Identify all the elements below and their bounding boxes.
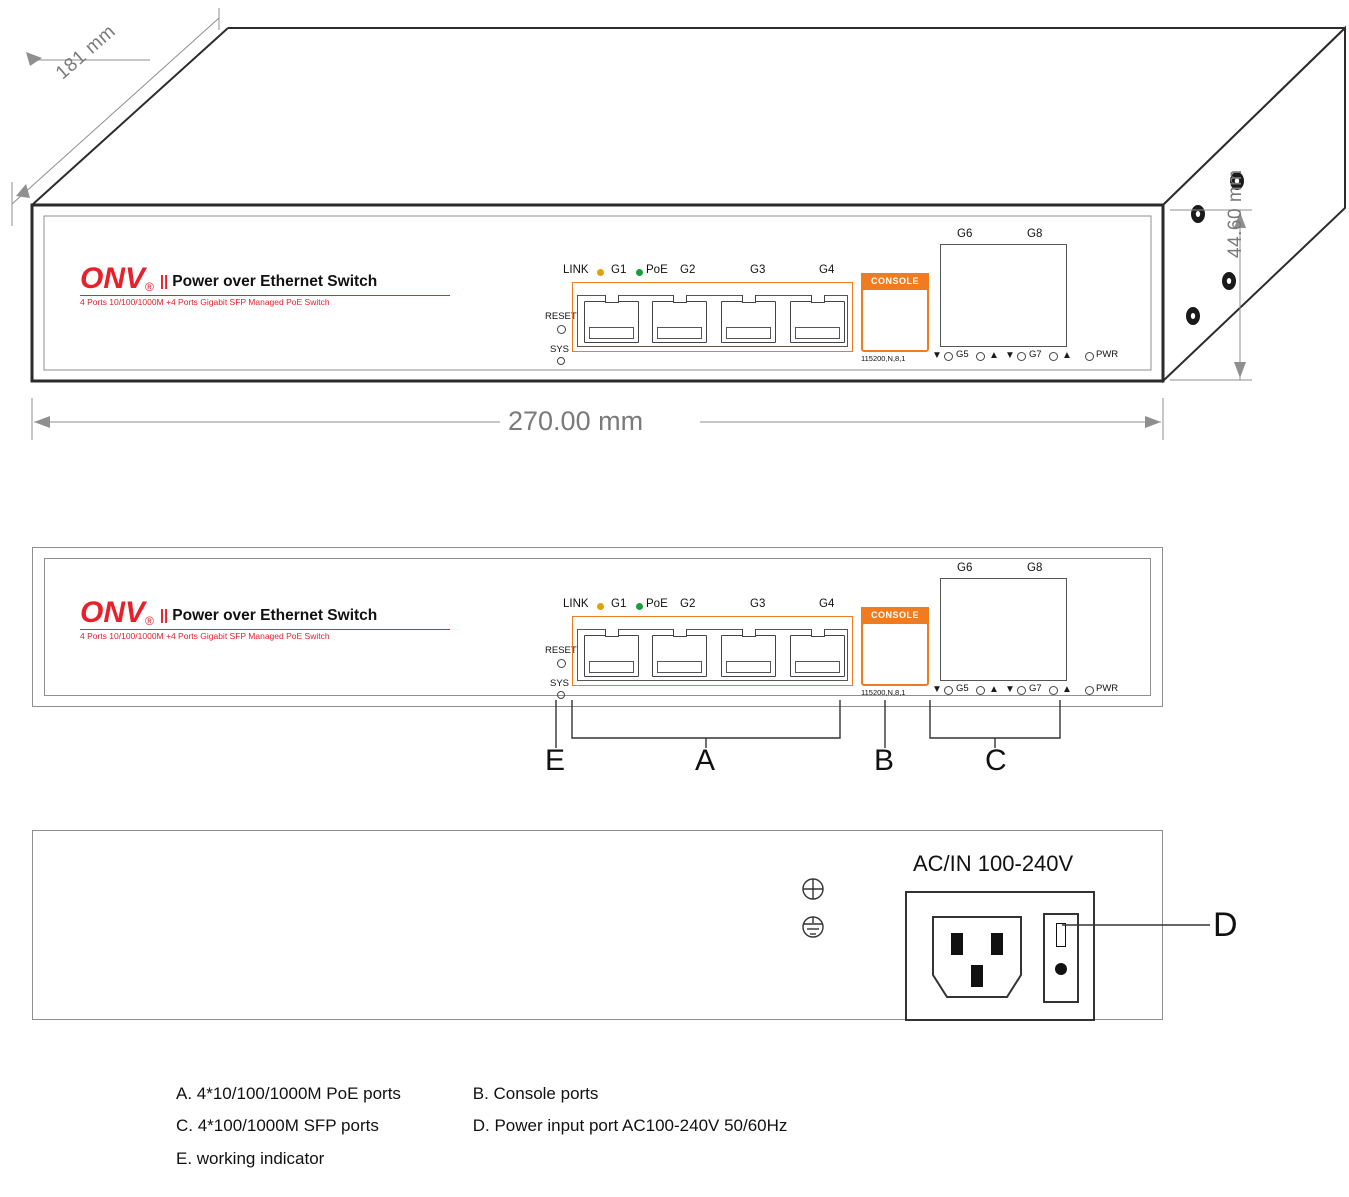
callout-leaders xyxy=(0,690,1349,800)
back-panel xyxy=(32,830,1163,1020)
callout-b: B xyxy=(874,744,895,777)
port-label-g3: G3 xyxy=(750,264,766,276)
port-label-g4-flat: G4 xyxy=(819,598,835,610)
rj45-port-g2[interactable] xyxy=(652,301,707,343)
rj45-port-g3[interactable] xyxy=(721,301,776,343)
rj45-port-group-flat xyxy=(572,616,853,686)
brand-registered-mark: ® xyxy=(145,280,154,294)
legend-row-3 xyxy=(176,1143,1176,1175)
pwr-led xyxy=(1085,352,1094,361)
port-label-g3-flat: G3 xyxy=(750,598,766,610)
rj45-port-g2-flat[interactable] xyxy=(652,635,707,677)
sfp-indicator-row: ▼ G5 ▲ ▼ G7 ▲ xyxy=(932,349,1072,361)
sfp-label-g8: G8 xyxy=(1027,228,1043,240)
console-params-label: 115200,N,8,1 xyxy=(861,354,906,363)
brand-name-flat: ONV xyxy=(80,596,146,629)
brand-name: ONV xyxy=(80,262,146,295)
console-params-label-flat: 115200,N,8,1 xyxy=(861,688,906,697)
sfp-label-g8-flat: G8 xyxy=(1027,562,1043,574)
sfp-label-g7: G7 xyxy=(1029,349,1042,360)
legend-item-a: A. 4*10/100/1000M PoE ports xyxy=(176,1084,401,1103)
legend-row-1 xyxy=(176,1078,1176,1110)
port-label-g2-flat: G2 xyxy=(680,598,696,610)
port-label-g2: G2 xyxy=(680,264,696,276)
width-dimension-label: 270.00 mm xyxy=(508,406,644,436)
callout-c: C xyxy=(985,744,1007,777)
poe-label: PoE xyxy=(646,264,668,276)
sys-label: SYS xyxy=(550,344,570,355)
front-panel-flat xyxy=(32,547,1163,707)
pwr-label-flat: PWR xyxy=(1096,683,1119,694)
legend-block xyxy=(176,1078,1176,1175)
sfp-label-g6: G6 xyxy=(957,228,973,240)
poe-led xyxy=(636,269,643,276)
rj45-port-g1-flat[interactable] xyxy=(584,635,639,677)
sys-led xyxy=(557,357,565,365)
sfp-label-g5: G5 xyxy=(956,349,969,360)
sfp-port-group[interactable] xyxy=(940,244,1067,347)
sfp-port-group-flat[interactable] xyxy=(940,578,1067,681)
legend-item-b: B. Console ports xyxy=(472,1084,599,1103)
link-label: LINK xyxy=(563,264,589,276)
product-title-flat: Power over Ethernet Switch xyxy=(172,607,378,624)
rj45-port-g3-flat[interactable] xyxy=(721,635,776,677)
sfp-label-g7-flat: G7 xyxy=(1029,683,1042,694)
legend-item-e: E. working indicator xyxy=(176,1148,325,1168)
port-label-g1-flat: G1 xyxy=(611,598,627,610)
callout-e: E xyxy=(545,744,566,777)
front-panel-perspective xyxy=(44,216,1151,370)
ac-input-title: AC/IN 100-240V xyxy=(913,851,1074,876)
sys-label-flat: SYS xyxy=(550,678,570,689)
height-dimension-label: 44.60 mm xyxy=(1225,169,1246,258)
sfp-label-g6-flat: G6 xyxy=(957,562,973,574)
console-label-flat: CONSOLE xyxy=(861,607,929,624)
port-label-g1: G1 xyxy=(611,264,627,276)
brand-logo-flat: ONV ® || Power over Ethernet Switch 4 Ports 10/100/1000M +4 Ports Gigabit SFP Managed PoE Switch xyxy=(80,598,500,641)
link-led-flat xyxy=(597,603,604,610)
brand-logo: ONV ® || Power over Ethernet Switch 4 Ports 10/100/1000M +4 Ports Gigabit SFP Managed PoE Switch xyxy=(80,264,500,307)
legend-item-c: C. 4*100/1000M SFP ports xyxy=(176,1116,379,1136)
product-subtitle-flat: 4 Ports 10/100/1000M +4 Ports Gigabit SFP Managed PoE Switch xyxy=(80,631,330,641)
rj45-port-group xyxy=(572,282,853,352)
reset-button-flat[interactable] xyxy=(557,659,566,668)
callout-d: D xyxy=(1213,906,1238,944)
legend-item-d: D. Power input port AC100-240V 50/60Hz xyxy=(472,1116,788,1136)
product-subtitle: 4 Ports 10/100/1000M +4 Ports Gigabit SFP Managed PoE Switch xyxy=(80,297,330,307)
console-label: CONSOLE xyxy=(861,273,929,290)
rj45-port-g1[interactable] xyxy=(584,301,639,343)
console-port-flat[interactable] xyxy=(861,622,929,686)
iec-power-socket[interactable] xyxy=(929,913,1025,1003)
sfp-indicator-row-flat: ▼ G5 ▲ ▼ G7 ▲ xyxy=(932,683,1072,695)
legend-row-2 xyxy=(176,1110,1176,1142)
sfp-label-g5-flat: G5 xyxy=(956,683,969,694)
reset-button[interactable] xyxy=(557,325,566,334)
link-label-flat: LINK xyxy=(563,598,589,610)
reset-label-flat: RESET xyxy=(545,645,577,656)
pwr-label: PWR xyxy=(1096,349,1119,360)
poe-led-flat xyxy=(636,603,643,610)
port-label-g4: G4 xyxy=(819,264,835,276)
rj45-port-g4[interactable] xyxy=(790,301,845,343)
rj45-port-g4-flat[interactable] xyxy=(790,635,845,677)
reset-label: RESET xyxy=(545,311,577,322)
brand-registered-mark-flat: ® xyxy=(145,614,154,628)
depth-dimension-label: 181 mm xyxy=(52,20,120,84)
console-port[interactable] xyxy=(861,288,929,352)
callout-a: A xyxy=(695,744,716,777)
poe-label-flat: PoE xyxy=(646,598,668,610)
switch-dot-icon xyxy=(1055,963,1067,975)
ground-symbols xyxy=(793,871,833,951)
product-title: Power over Ethernet Switch xyxy=(172,273,378,290)
link-led xyxy=(597,269,604,276)
